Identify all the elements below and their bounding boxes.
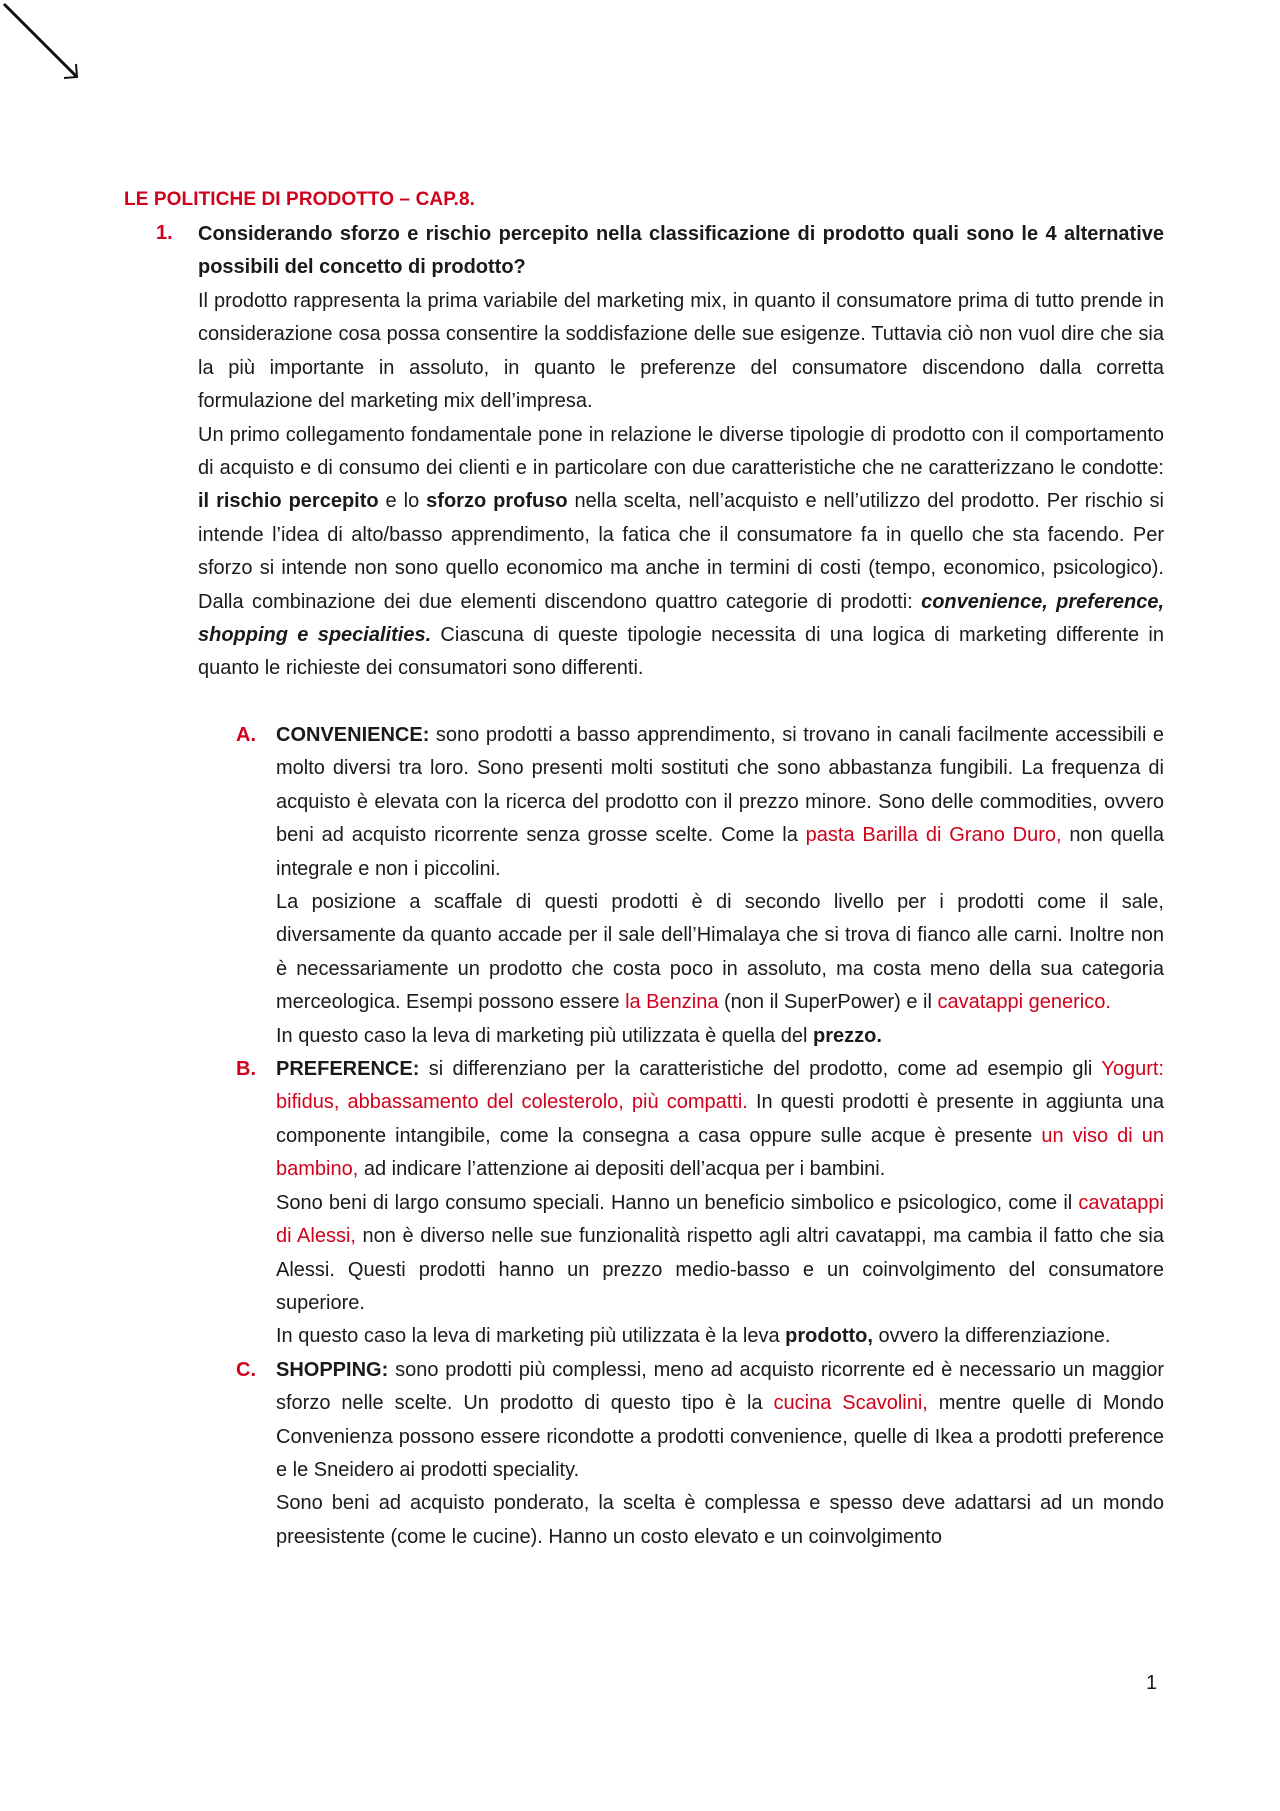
item-heading: PREFERENCE: <box>276 1058 420 1081</box>
question-number: 1. <box>156 222 173 244</box>
intro-section <box>198 285 1164 686</box>
page-number: 1 <box>1146 1672 1158 1694</box>
list-item-convenience: A. CONVENIENCE: sono prodotti a basso apprendimento, si trovano in canali facilmente accessibili e molto diversi tra loro. Sono presenti molti sostituti che sono abbastanza fungibili. La frequenza di acquisto è elevata con la ricerca del prodotto con il prezzo minore. Sono delle commodities, ovvero beni ad acquisto ricorrente senza grosse scelte. Come la pasta Barilla di Grano Duro, non quella integrale e non i piccolini. La posizione a scaffale di questi prodotti è di secondo livello per i prodotti come il sale, diversamente da quanto accade per il sale dell’Himalaya che si trova di fianco alle carni. Inoltre non è necessariamente un prodotto che costa poco in assoluto, ma costa meno della sua categoria merceologica. Esempi possono essere la Benzina (non il SuperPower) e il cavatappi generico. In questo caso la leva di marketing più utilizzata è quella del prezzo. <box>276 719 1164 1053</box>
category-list <box>236 719 1164 1554</box>
intro-paragraph-2: Un primo collegamento fondamentale pone in relazione le diverse tipologie di prodotto con il comportamento di acquisto e di consumo dei clienti e in particolare con due caratteristiche che ne caratterizzano le condotte: il rischio percepito e lo sforzo profuso nella scelta, nell’acquisto e nell’utilizzo del prodotto. Per rischio si intende l’idea di alto/basso apprendimento, la fatica che il consumatore fa in quello che sta facendo. Per sforzo si intende non sono quello economico ma anche in termini di costi (tempo, economico, psicologico). Dalla combinazione dei due elementi discendono quattro categorie di prodotti: convenience, preference, shopping e specialities. Ciascuna di queste tipologie necessita di una logica di marketing differente in quanto le richieste dei consumatori sono differenti. <box>198 423 1165 680</box>
list-item-preference: B. PREFERENCE: si differenziano per la caratteristiche del prodotto, come ad esempio gli Yogurt: bifidus, abbassamento del colesterolo, più compatti. In questi prodotti è presente in aggiunta una componente intangibile, come la consegna a casa oppure sulle acque è presente un viso di un bambino, ad indicare l’attenzione ai depositi dell’acqua per i bambini. Sono beni di largo consumo speciali. Hanno un beneficio simbolico e psicologico, come il cavatappi di Alessi, non è diverso nelle sue funzionalità rispetto agli altri cavatappi, ma cambia il fatto che sia Alessi. Questi prodotti hanno un prezzo medio-basso e un coinvolgimento del consumatore superiore. In questo caso la leva di marketing più utilizzata è la leva prodotto, ovvero la differenziazione. <box>276 1053 1164 1354</box>
intro-paragraph-1: Il prodotto rappresenta la prima variabile del marketing mix, in quanto il consumatore prima di tutto prende in considerazione cosa possa consentire la soddisfazione delle sue esigenze. Tuttavia ciò non vuol dire che sia la più importante in assoluto, in quanto le preferenze del consumatore discendono dalla corretta formulazione del marketing mix dell’impresa. <box>198 290 1164 413</box>
item-letter: C. <box>236 1358 256 1381</box>
pen-annotation-arrow <box>0 0 90 90</box>
item-letter: A. <box>236 724 256 746</box>
item-heading: SHOPPING: <box>276 1358 389 1381</box>
item-letter: B. <box>236 1058 256 1081</box>
item-heading: CONVENIENCE: <box>276 724 430 746</box>
list-item-shopping: C. SHOPPING: sono prodotti più complessi, meno ad acquisto ricorrente ed è necessario un maggior sforzo nelle scelte. Un prodotto di questo tipo è la cucina Scavolini, mentre quelle di Mondo Convenienza possono essere ricondotte a prodotti convenience, quelle di Ikea a prodotti preference e le Sneidero ai prodotti speciality. Sono beni ad acquisto ponderato, la scelta è complessa e spesso deve adattarsi ad un mondo preesistente (come le cucine). Hanno un costo elevato e un coinvolgimento <box>276 1354 1164 1554</box>
question-text: Considerando sforzo e rischio percepito nella classificazione di prodotto quali sono le 4 alternative possibili del concetto di prodotto? <box>198 223 1164 279</box>
page-title: LE POLITICHE DI PRODOTTO – CAP.8. <box>124 189 475 210</box>
